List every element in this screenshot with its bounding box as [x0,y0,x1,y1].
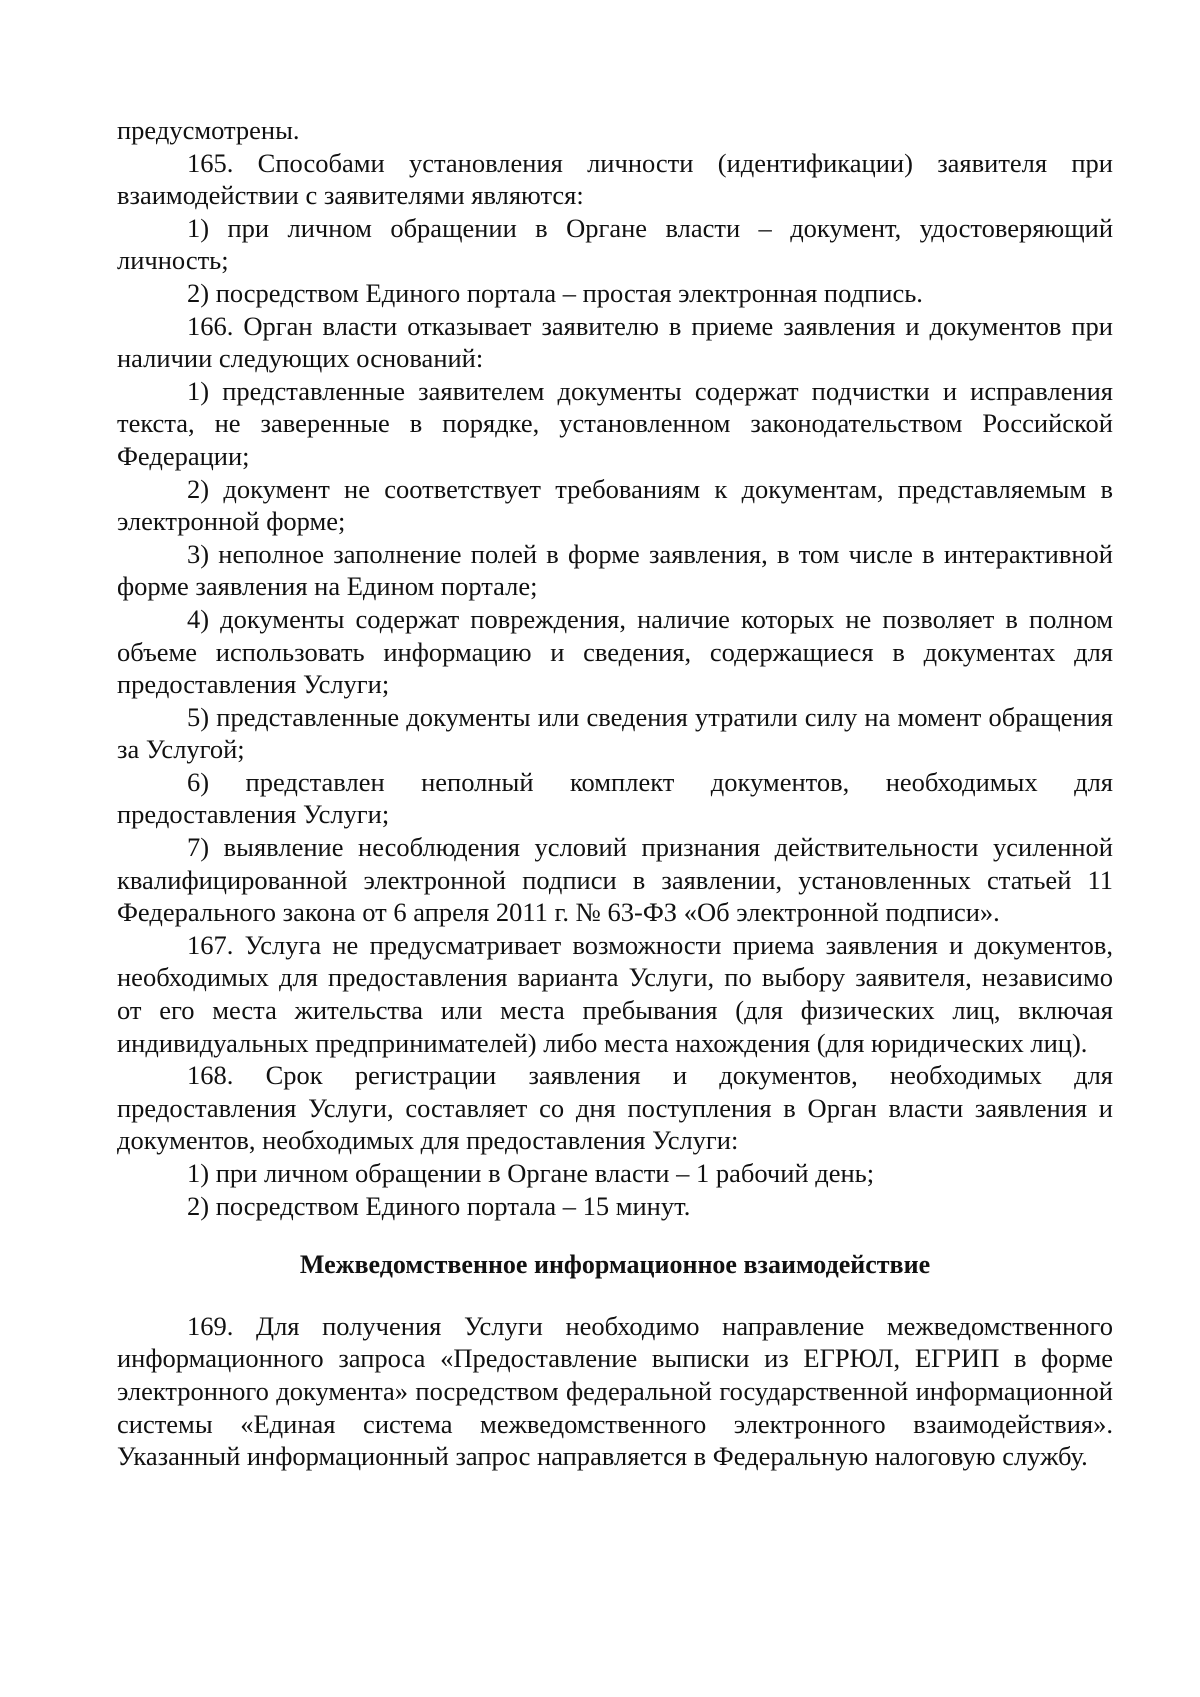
paragraph-168-item-1: 1) при личном обращении в Органе власти – 1 рабочий день; [187,1158,875,1188]
paragraph-166-item-5: 5) представленные документы или сведения утратили силу на момент обращения за Услугой; [117,701,1113,765]
paragraph-165-item-2: 2) посредством Единого портала – простая электронная подпись. [187,277,923,308]
paragraph-166-item-2: 2) документ не соответствует требованиям к документам, представляемым в электронной форме; [117,473,1113,537]
paragraph-continuation: предусмотрены. [117,115,300,145]
paragraph-168-item-2: 2) посредством Единого портала – 15 минут. [187,1190,691,1221]
paragraph-165: 165. Способами установления личности (идентификации) заявителя при взаимодействии с заявителями являются: [117,147,1113,211]
paragraph-169: 169. Для получения Услуги необходимо направление межведомственного информационного запроса «Предоставление выписки из ЕГРЮЛ, ЕГРИП в форме электронного документа» посредством федеральной государственной информационной системы «Единая система межведомственного электронного взаимодействия». Указанный информационный запрос направляется в Федеральную налоговую службу. [117,1310,1113,1472]
paragraph-167: 167. Услуга не предусматривает возможности приема заявления и документов, необходимых для предоставления варианта Услуги, по выбору заявителя, независимо от его места жительства или места пребывания (для физических лиц, включая индивидуальных предпринимателей) либо места нахождения (для юридических лиц). [117,929,1113,1058]
paragraph-166-item-1: 1) представленные заявителем документы содержат подчистки и исправления текста, не заверенные в порядке, установленном законодательством Российской Федерации; [117,375,1113,471]
document-page [117,114,1113,1473]
paragraph-165-item-1: 1) при личном обращении в Органе власти – документ, удостоверяющий личность; [117,212,1113,276]
section-heading: Межведомственное информационное взаимодействие [299,1250,931,1280]
paragraph-166-item-6: 6) представлен неполный комплект документов, необходимых для предоставления Услуги; [117,766,1113,830]
paragraph-166: 166. Орган власти отказывает заявителю в приеме заявления и документов при наличии следующих оснований: [117,310,1113,374]
paragraph-166-item-7: 7) выявление несоблюдения условий признания действительности усиленной квалифицированной электронной подписи в заявлении, установленных статьей 11 Федерального закона от 6 апреля 2011 г. № 63-ФЗ «Об электронной подписи». [117,832,1113,928]
paragraph-168: 168. Срок регистрации заявления и документов, необходимых для предоставления Услуги, составляет со дня поступления в Орган власти заявления и документов, необходимых для предоставления Услуги: [117,1060,1113,1156]
paragraph-166-item-3: 3) неполное заполнение полей в форме заявления, в том числе в интерактивной форме заявления на Едином портале; [117,538,1113,602]
paragraph-166-item-4: 4) документы содержат повреждения, наличие которых не позволяет в полном объеме использовать информацию и сведения, содержащиеся в документах для предоставления Услуги; [117,603,1113,700]
